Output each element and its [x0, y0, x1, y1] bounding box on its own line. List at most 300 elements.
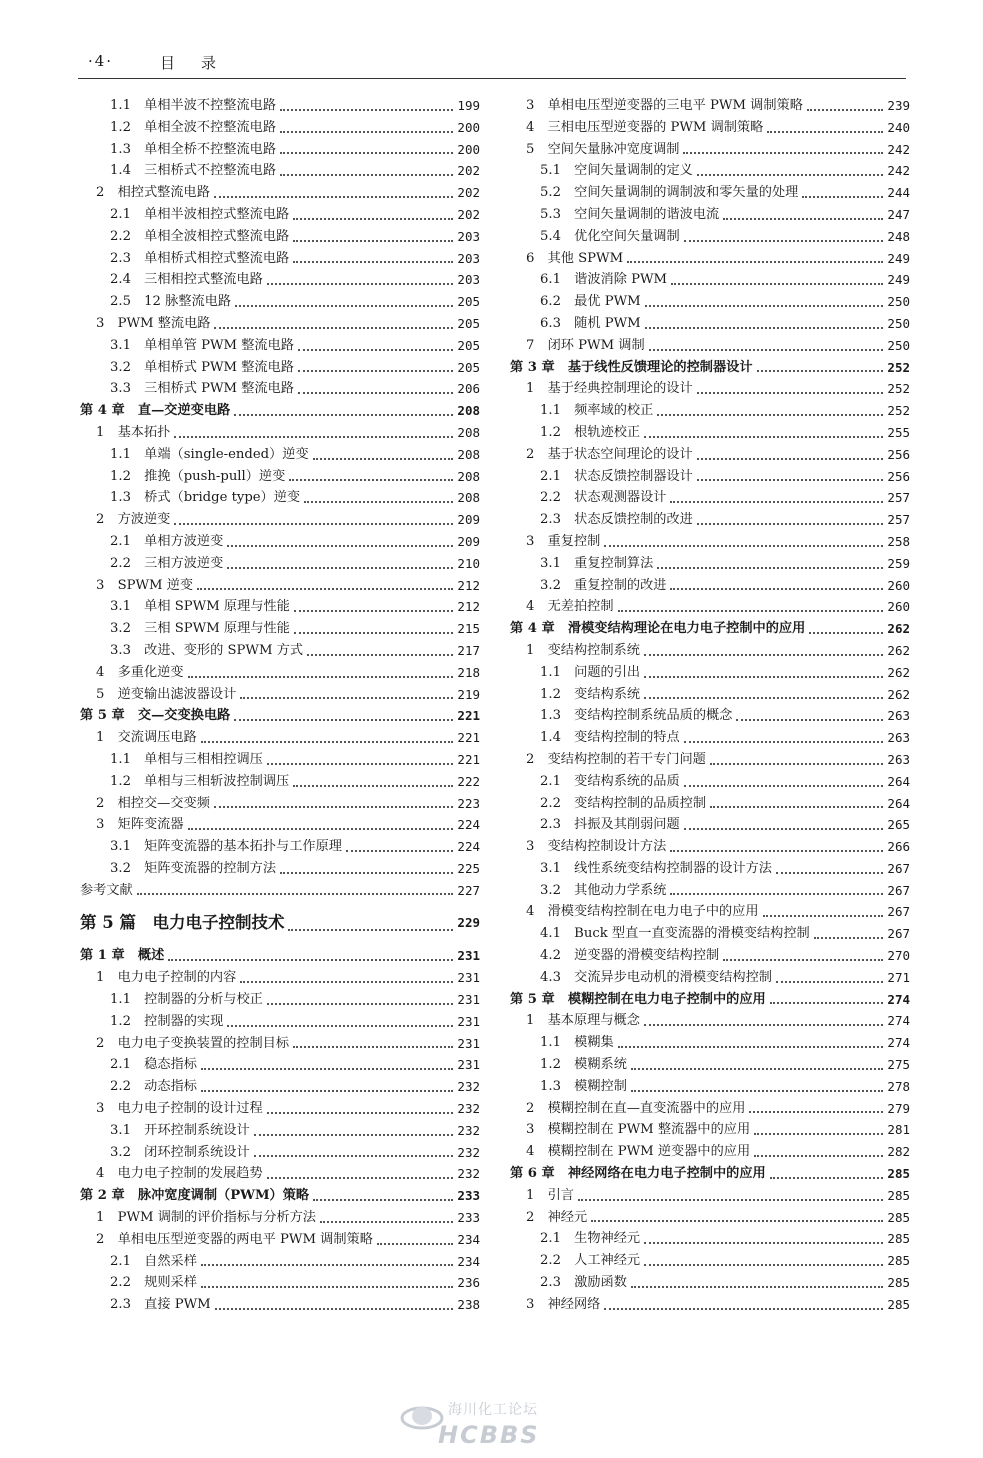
- toc-entry[interactable]: [510, 771, 910, 793]
- toc-entry-page: 258: [887, 533, 910, 549]
- toc-leader-dots: [776, 981, 883, 983]
- toc-leader-dots: [294, 610, 454, 612]
- toc-entry-page: 262: [887, 621, 910, 637]
- toc-entry-title: 2 电力电子变换装置的控制目标: [96, 1035, 290, 1051]
- toc-entry[interactable]: [510, 204, 910, 226]
- toc-entry-title: 2 相控交—交变频: [96, 795, 210, 811]
- toc-leader-dots: [298, 349, 453, 351]
- toc-entry[interactable]: [510, 1098, 910, 1120]
- toc-entry-title: 1.2 控制器的实现: [110, 1013, 224, 1029]
- toc-leader-dots: [723, 959, 883, 961]
- toc-entry-title: 第 5 章 交—交变换电路: [80, 708, 231, 724]
- toc-entry-title: 6 其他 SPWM: [526, 250, 624, 266]
- toc-entry-page: 200: [457, 119, 480, 135]
- toc-entry-title: 1.2 根轨迹校正: [540, 424, 641, 440]
- toc-entry-title: 2.1 自然采样: [110, 1253, 197, 1269]
- toc-leader-dots: [631, 1068, 884, 1070]
- toc-entry-page: 249: [887, 250, 910, 266]
- toc-leader-dots: [631, 1286, 884, 1288]
- toc-entry[interactable]: [510, 466, 910, 488]
- toc-entry[interactable]: [80, 291, 480, 313]
- toc-entry[interactable]: [80, 1207, 480, 1229]
- toc-entry-page: 208: [457, 446, 480, 462]
- toc-entry-title: 2 单相电压型逆变器的两电平 PWM 调制策略: [96, 1231, 373, 1247]
- toc-entry[interactable]: [80, 313, 480, 335]
- toc-entry-title: 2 相控式整流电路: [96, 185, 210, 201]
- toc-entry[interactable]: [80, 1033, 480, 1055]
- toc-leader-dots: [293, 1046, 453, 1048]
- toc-entry-title: 4.2 逆变器的滑模变结构控制: [540, 948, 720, 964]
- toc-entry[interactable]: [510, 1185, 910, 1207]
- toc-entry[interactable]: [80, 1098, 480, 1120]
- toc-entry-page: 208: [457, 424, 480, 440]
- toc-leader-dots: [293, 240, 453, 242]
- toc-entry[interactable]: [510, 923, 910, 945]
- toc-entry-title: 2.3 状态反馈控制的改进: [540, 512, 693, 528]
- toc-entry[interactable]: [510, 705, 910, 727]
- toc-entry-title: 2.1 稳态指标: [110, 1057, 197, 1073]
- toc-entry-page: 265: [887, 817, 910, 833]
- toc-entry[interactable]: [510, 531, 910, 553]
- toc-entry[interactable]: [510, 291, 910, 313]
- toc-entry[interactable]: [510, 901, 910, 923]
- toc-entry-page: 263: [887, 730, 910, 746]
- toc-entry[interactable]: [510, 182, 910, 204]
- toc-entry-title: 2 神经元: [526, 1209, 588, 1225]
- toc-leader-dots: [604, 545, 883, 547]
- toc-entry[interactable]: [80, 575, 480, 597]
- toc-chapter-entry[interactable]: [80, 945, 480, 967]
- toc-leader-dots: [767, 131, 883, 133]
- toc-entry-title: 3 神经网络: [526, 1296, 601, 1312]
- toc-entry[interactable]: [80, 357, 480, 379]
- toc-entry-title: 1.1 单相与三相相控调压: [110, 751, 263, 767]
- toc-leader-dots: [214, 196, 454, 198]
- toc-entry-title: 2.2 动态指标: [110, 1079, 197, 1095]
- toc-leader-dots: [215, 1308, 454, 1310]
- toc-entry[interactable]: [80, 793, 480, 815]
- toc-entry-title: 3.2 三相 SPWM 原理与性能: [110, 621, 290, 637]
- toc-entry-page: 285: [887, 1166, 910, 1182]
- toc-entry[interactable]: [80, 858, 480, 880]
- toc-part-heading[interactable]: [80, 901, 480, 945]
- toc-chapter-entry[interactable]: [80, 400, 480, 422]
- toc-entry-title: 2.1 生物神经元: [540, 1231, 641, 1247]
- toc-entry-title: 第 5 章 模糊控制在电力电子控制中的应用: [510, 991, 766, 1007]
- toc-entry[interactable]: [510, 575, 910, 597]
- toc-entry[interactable]: [510, 727, 910, 749]
- toc-entry-title: 5.2 空间矢量调制的调制波和零矢量的处理: [540, 185, 799, 201]
- toc-entry-page: 233: [457, 1210, 480, 1226]
- toc-entry-page: 234: [457, 1231, 480, 1247]
- toc-chapter-entry[interactable]: [80, 705, 480, 727]
- watermark-cn-text: 海川化工论坛: [448, 1402, 538, 1418]
- toc-leader-dots: [280, 872, 453, 874]
- toc-entry-page: 262: [887, 664, 910, 680]
- toc-leader-dots: [645, 327, 884, 329]
- toc-entry[interactable]: [80, 1142, 480, 1164]
- toc-entry[interactable]: [80, 509, 480, 531]
- toc-leader-dots: [649, 349, 884, 351]
- toc-entry-page: 285: [887, 1296, 910, 1312]
- page-header: [78, 52, 906, 79]
- toc-entry-title: 1 引言: [526, 1187, 574, 1203]
- toc-entry-title: 2.1 状态反馈控制器设计: [540, 468, 693, 484]
- toc-entry-title: 1.1 单端（single-ended）逆变: [110, 446, 309, 462]
- toc-entry[interactable]: [80, 182, 480, 204]
- toc-entry-title: 7 闭环 PWM 调制: [526, 337, 645, 353]
- toc-entry-title: 第 1 章 概述: [80, 948, 165, 964]
- toc-entry[interactable]: [510, 945, 910, 967]
- toc-entry[interactable]: [80, 771, 480, 793]
- toc-entry-title: 1.3 桥式（bridge type）逆变: [110, 490, 301, 506]
- toc-entry-page: 217: [457, 642, 480, 658]
- toc-entry-title: 2.1 单相方波逆变: [110, 533, 224, 549]
- toc-entry[interactable]: [510, 378, 910, 400]
- toc-entry[interactable]: [510, 117, 910, 139]
- toc-entry[interactable]: [510, 1141, 910, 1163]
- toc-entry-page: 224: [457, 817, 480, 833]
- toc-entry-title: 1.2 单相全波不控整流电路: [110, 119, 277, 135]
- toc-leader-dots: [174, 523, 453, 525]
- toc-entry[interactable]: [80, 466, 480, 488]
- toc-entry[interactable]: [80, 226, 480, 248]
- toc-entry-title: 2.2 状态观测器设计: [540, 490, 667, 506]
- toc-entry[interactable]: [80, 640, 480, 662]
- toc-entry[interactable]: [80, 553, 480, 575]
- toc-entry-title: 2.1 单相半波相控式整流电路: [110, 206, 290, 222]
- toc-entry[interactable]: [80, 618, 480, 640]
- toc-leader-dots: [736, 719, 883, 721]
- toc-entry[interactable]: [510, 967, 910, 989]
- toc-entry[interactable]: [510, 422, 910, 444]
- toc-entry[interactable]: [510, 1250, 910, 1272]
- toc-leader-dots: [174, 436, 453, 438]
- toc-entry[interactable]: [510, 662, 910, 684]
- toc-entry[interactable]: [510, 226, 910, 248]
- toc-entry[interactable]: [510, 160, 910, 182]
- toc-entry[interactable]: [80, 269, 480, 291]
- toc-entry-title: 4 电力电子控制的发展趋势: [96, 1166, 263, 1182]
- toc-entry-page: 231: [457, 992, 480, 1008]
- toc-entry[interactable]: [510, 139, 910, 161]
- toc-entry-title: 1.2 单相与三相斩波控制调压: [110, 773, 290, 789]
- toc-entry-title: 2.3 抖振及其削弱问题: [540, 817, 680, 833]
- toc-entry[interactable]: [80, 1076, 480, 1098]
- toc-entry-title: 3.2 矩阵变流器的控制方法: [110, 860, 277, 876]
- toc-entry-page: 260: [887, 599, 910, 615]
- toc-chapter-entry[interactable]: [510, 357, 910, 379]
- toc-entry[interactable]: [80, 662, 480, 684]
- toc-entry-page: 231: [457, 970, 480, 986]
- toc-entry-title: 2 基于状态空间理论的设计: [526, 446, 693, 462]
- toc-leader-dots: [710, 763, 884, 765]
- toc-leader-dots: [280, 152, 453, 154]
- toc-entry[interactable]: [80, 836, 480, 858]
- toc-entry[interactable]: [510, 1207, 910, 1229]
- toc-entry[interactable]: [80, 989, 480, 1011]
- toc-entry-page: 270: [887, 948, 910, 964]
- toc-entry[interactable]: [510, 814, 910, 836]
- toc-entry[interactable]: [510, 444, 910, 466]
- toc-entry-page: 252: [887, 403, 910, 419]
- toc-entry[interactable]: [80, 684, 480, 706]
- toc-entry[interactable]: [510, 487, 910, 509]
- toc-entry[interactable]: [510, 269, 910, 291]
- toc-leader-dots: [346, 850, 453, 852]
- toc-entry-page: 206: [457, 381, 480, 397]
- toc-leader-dots: [604, 1308, 883, 1310]
- toc-leader-dots: [168, 959, 453, 961]
- toc-entry-page: 224: [457, 839, 480, 855]
- toc-leader-dots: [267, 763, 454, 765]
- toc-entry-page: 202: [457, 163, 480, 179]
- toc-entry-page: 232: [457, 1122, 480, 1138]
- toc-entry[interactable]: [510, 1228, 910, 1250]
- toc-leader-dots: [254, 1134, 454, 1136]
- page-title: 目录: [160, 54, 243, 72]
- toc-entry[interactable]: [80, 1163, 480, 1185]
- toc-entry[interactable]: [80, 1294, 480, 1316]
- toc-leader-dots: [307, 654, 453, 656]
- toc-entry-page: 248: [887, 228, 910, 244]
- toc-entry[interactable]: [80, 967, 480, 989]
- toc-entry[interactable]: [80, 727, 480, 749]
- toc-entry-page: 278: [887, 1078, 910, 1094]
- toc-leader-dots: [227, 1025, 453, 1027]
- toc-entry[interactable]: [80, 139, 480, 161]
- toc-entry-title: 6.3 随机 PWM: [540, 315, 641, 331]
- toc-entry-page: 263: [887, 708, 910, 724]
- toc-leader-dots: [770, 1177, 884, 1179]
- toc-entry-page: 239: [887, 98, 910, 113]
- watermark-en-text: HCBBS: [438, 1421, 540, 1449]
- toc-leader-dots: [684, 240, 884, 242]
- toc-entry-page: 256: [887, 468, 910, 484]
- toc-entry[interactable]: [80, 880, 480, 902]
- toc-entry[interactable]: [510, 1032, 910, 1054]
- toc-entry[interactable]: [510, 1076, 910, 1098]
- toc-entry[interactable]: [510, 836, 910, 858]
- toc-entry[interactable]: [80, 248, 480, 270]
- toc-entry-title: 3.1 开环控制系统设计: [110, 1122, 250, 1138]
- toc-leader-dots: [267, 1112, 454, 1114]
- toc-leader-dots: [280, 109, 453, 111]
- toc-entry[interactable]: [80, 378, 480, 400]
- toc-entry-page: 285: [887, 1275, 910, 1291]
- toc-entry[interactable]: [80, 1251, 480, 1273]
- toc-chapter-entry[interactable]: [80, 1185, 480, 1207]
- toc-leader-dots: [289, 479, 453, 481]
- toc-leader-dots: [697, 392, 884, 394]
- toc-entry[interactable]: [510, 509, 910, 531]
- toc-entry[interactable]: [510, 553, 910, 575]
- toc-leader-dots: [293, 785, 453, 787]
- toc-entry[interactable]: [510, 684, 910, 706]
- toc-entry-page: 229: [457, 915, 480, 931]
- toc-entry[interactable]: [510, 248, 910, 270]
- toc-entry-page: 255: [887, 424, 910, 440]
- toc-entry-page: 267: [887, 926, 910, 942]
- toc-entry-page: 264: [887, 795, 910, 811]
- toc-entry-page: 219: [457, 686, 480, 702]
- toc-entry[interactable]: [510, 793, 910, 815]
- toc-entry[interactable]: [80, 814, 480, 836]
- toc-entry-title: 3 单相电压型逆变器的三电平 PWM 调制策略: [526, 98, 803, 113]
- toc-entry[interactable]: [80, 531, 480, 553]
- toc-entry-page: 264: [887, 773, 910, 789]
- toc-leader-dots: [763, 915, 884, 917]
- toc-entry[interactable]: [80, 335, 480, 357]
- toc-entry[interactable]: [80, 596, 480, 618]
- toc-entry-page: 200: [457, 141, 480, 157]
- toc-entry-page: 231: [457, 948, 480, 964]
- toc-leader-dots: [201, 1068, 454, 1070]
- toc-entry-title: 1.1 模糊集: [540, 1035, 614, 1051]
- toc-entry-title: 4 模糊控制在 PWM 逆变器中的应用: [526, 1144, 751, 1160]
- toc-leader-dots: [807, 109, 884, 111]
- toc-entry-title: 3.1 矩阵变流器的基本拓扑与工作原理: [110, 839, 342, 855]
- toc-entry-page: 279: [887, 1100, 910, 1116]
- toc-entry-title: 2.4 三相相控式整流电路: [110, 272, 263, 288]
- toc-entry-page: 236: [457, 1275, 480, 1291]
- toc-entry-page: 231: [457, 1013, 480, 1029]
- toc-entry[interactable]: [510, 1054, 910, 1076]
- toc-entry-title: 3.2 单相桥式 PWM 整流电路: [110, 359, 294, 375]
- toc-entry[interactable]: [80, 749, 480, 771]
- toc-entry-title: 2.2 规则采样: [110, 1275, 197, 1291]
- toc-entry[interactable]: [510, 335, 910, 357]
- toc-entry-title: 1.3 模糊控制: [540, 1078, 627, 1094]
- toc-entry[interactable]: [510, 596, 910, 618]
- toc-entry-page: 259: [887, 555, 910, 571]
- toc-entry-title: 1.1 问题的引出: [540, 664, 641, 680]
- toc-entry-title: 第 2 章 脉冲宽度调制（PWM）策略: [80, 1188, 310, 1204]
- toc-entry-title: 第 4 章 滑模变结构理论在电力电子控制中的应用: [510, 621, 806, 637]
- toc-entry-page: 256: [887, 446, 910, 462]
- toc-leader-dots: [591, 1220, 883, 1222]
- toc-entry-page: 225: [457, 860, 480, 876]
- toc-entry-page: 205: [457, 294, 480, 310]
- toc-leader-dots: [214, 806, 454, 808]
- toc-entry-title: 1.3 变结构控制系统品质的概念: [540, 708, 733, 724]
- toc-entry-title: 2.2 三相方波逆变: [110, 555, 224, 571]
- toc-entry-title: 3.1 单相 SPWM 原理与性能: [110, 599, 290, 615]
- toc-leader-dots: [670, 850, 883, 852]
- toc-entry-page: 257: [887, 512, 910, 528]
- toc-chapter-entry[interactable]: [510, 989, 910, 1011]
- toc-entry[interactable]: [510, 640, 910, 662]
- toc-entry-page: 218: [457, 664, 480, 680]
- toc-entry[interactable]: [80, 1229, 480, 1251]
- toc-entry-page: 274: [887, 1013, 910, 1029]
- toc-leader-dots: [188, 828, 454, 830]
- toc-entry-title: 1.3 单相全桥不控整流电路: [110, 141, 277, 157]
- toc-entry-title: 3.3 三相桥式 PWM 整流电路: [110, 381, 294, 397]
- toc-leader-dots: [684, 741, 884, 743]
- toc-entry[interactable]: [80, 1011, 480, 1033]
- toc-entry-page: 262: [887, 686, 910, 702]
- toc-entry-page: 209: [457, 533, 480, 549]
- toc-entry-page: 205: [457, 337, 480, 353]
- toc-entry[interactable]: [80, 422, 480, 444]
- toc-entry[interactable]: [80, 487, 480, 509]
- toc-entry-title: 5 逆变输出滤波器设计: [96, 686, 237, 702]
- toc-entry-page: 232: [457, 1144, 480, 1160]
- toc-leader-dots: [670, 588, 883, 590]
- toc-entry-title: 3.1 单相单管 PWM 整流电路: [110, 337, 294, 353]
- toc-entry-title: 1 基于经典控制理论的设计: [526, 381, 693, 397]
- toc-entry-page: 252: [887, 359, 910, 375]
- toc-entry[interactable]: [510, 749, 910, 771]
- toc-entry-title: 参考文献: [80, 882, 133, 898]
- toc-leader-dots: [627, 261, 883, 263]
- toc-leader-dots: [267, 283, 454, 285]
- toc-entry-page: 263: [887, 751, 910, 767]
- toc-entry[interactable]: [510, 880, 910, 902]
- toc-entry[interactable]: [80, 204, 480, 226]
- toc-entry-page: 257: [887, 490, 910, 506]
- toc-entry[interactable]: [510, 313, 910, 335]
- toc-entry-page: 212: [457, 577, 480, 593]
- toc-entry[interactable]: [510, 95, 910, 117]
- toc-entry[interactable]: [510, 858, 910, 880]
- toc-leader-dots: [240, 697, 453, 699]
- toc-entry-title: 4 多重化逆变: [96, 664, 184, 680]
- toc-entry[interactable]: [510, 1010, 910, 1032]
- toc-leader-dots: [757, 370, 884, 372]
- toc-entry[interactable]: [510, 1272, 910, 1294]
- toc-entry[interactable]: [80, 160, 480, 182]
- toc-chapter-entry[interactable]: [510, 618, 910, 640]
- toc-entry[interactable]: [80, 1054, 480, 1076]
- toc-leader-dots: [776, 872, 883, 874]
- toc-leader-dots: [684, 785, 884, 787]
- toc-entry-title: 3.2 闭环控制系统设计: [110, 1144, 250, 1160]
- toc-entry[interactable]: [510, 1294, 910, 1316]
- toc-entry-page: 208: [457, 490, 480, 506]
- toc-entry[interactable]: [80, 117, 480, 139]
- toc-entry[interactable]: [80, 1272, 480, 1294]
- toc-entry-page: 252: [887, 381, 910, 397]
- toc-entry-page: 223: [457, 795, 480, 811]
- toc-entry-title: 3 SPWM 逆变: [96, 577, 194, 593]
- toc-entry-page: 282: [887, 1144, 910, 1160]
- toc-leader-dots: [201, 1090, 454, 1092]
- toc-entry-page: 232: [457, 1166, 480, 1182]
- toc-entry-page: 209: [457, 512, 480, 528]
- toc-leader-dots: [644, 654, 884, 656]
- toc-entry[interactable]: [80, 1120, 480, 1142]
- toc-entry-title: 5 空间矢量脉冲宽度调制: [526, 141, 680, 157]
- toc-leader-dots: [802, 196, 883, 198]
- toc-entry-title: 2.5 12 脉整流电路: [110, 294, 232, 310]
- toc-entry[interactable]: [510, 400, 910, 422]
- toc-entry-page: 285: [887, 1253, 910, 1269]
- toc-entry-page: 267: [887, 860, 910, 876]
- toc-chapter-entry[interactable]: [510, 1163, 910, 1185]
- toc-entry[interactable]: [80, 444, 480, 466]
- toc-leader-dots: [313, 458, 454, 460]
- toc-entry-page: 249: [887, 272, 910, 288]
- toc-entry-page: 274: [887, 1035, 910, 1051]
- toc-leader-dots: [235, 305, 453, 307]
- toc-entry-title: 3 PWM 整流电路: [96, 315, 211, 331]
- toc-entry[interactable]: [80, 95, 480, 117]
- toc-entry-title: 2.2 单相全波相控式整流电路: [110, 228, 290, 244]
- toc-entry[interactable]: [510, 1119, 910, 1141]
- toc-column-left: [80, 95, 480, 1316]
